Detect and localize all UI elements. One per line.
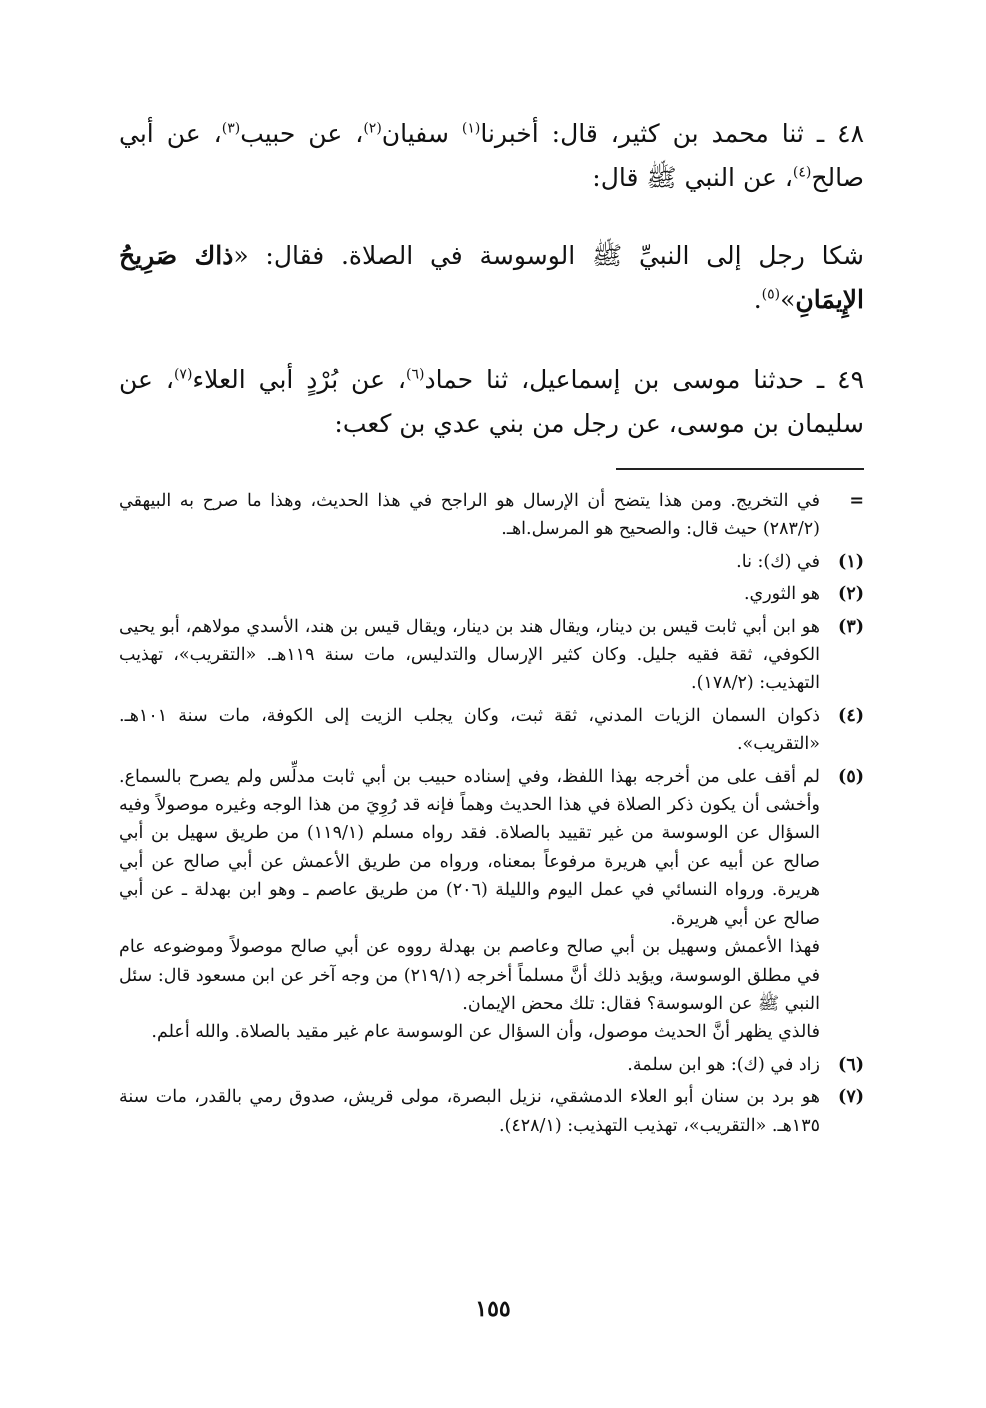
hadith-49-isnad: ٤٩ ـ حدثنا موسى بن إسماعيل، ثنا حماد$^{(٦)}$، عن بُرْدٍ أبي العلاء$^{(٧)}$، عن سليمان بن موسى، عن رجل من بني عدي بن كعب:: [119, 365, 865, 438]
footnote-4: (٤) ذكوان السمان الزيات المدني، ثقة ثبت، وكان يجلب الزيت إلى الكوفة، مات سنة ١٠١هـ. «التقريب».: [119, 705, 864, 755]
footnote-continuation: = في التخريج. ومن هذا يتضح أن الإرسال هو الراجح في هذا الحديث، وهذا ما صرح به البيهقي (٢٨٣/٢) حيث قال: والصحيح هو المرسل.اهـ.: [119, 487, 864, 544]
hadith-quote: ذاك صَرِيحُ الإِيمَانِ: [119, 241, 864, 314]
footnote-separator: [616, 468, 864, 470]
footnote-ref[interactable]: (٧): [173, 366, 193, 383]
footnote-ref[interactable]: (٣): [221, 120, 241, 137]
footnote-5: (٥) لم أقف على من أخرجه بهذا اللفظ، وفي إسناده حبيب بن أبي ثابت مدلِّس ولم يصرح بالسماع. وأخشى أن يكون ذكر الصلاة في هذا الحديث وهماً فإنه قد رُوِيَ من هذا الوجه وغيره موصولاً وفيه السؤال عن الوسوسة من غير تقييد بالصلاة. فقد رواه مسلم (١١٩/١) من طريق سهيل بن أبي صالح عن أبيه عن أبي هريرة مرفوعاً بمعناه، ورواه من طريق الأعمش عن أبي صالح عن أبي هريرة. ورواه النسائي في عمل اليوم والليلة (٢٠٦) من طريق عاصم ـ وهو ابن بهدلة ـ عن أبي صالح عن أبي هريرة.: [119, 766, 864, 929]
footnote-2: (٢) هو الثوري.: [743, 584, 864, 605]
footnote-6: (٦) زاد في (ك): هو ابن سلمة.: [627, 1054, 864, 1075]
footnote-ref[interactable]: (٥): [761, 286, 781, 303]
footnote-1: (١) في (ك): نا.: [736, 551, 864, 572]
footnote-ref[interactable]: (٢): [363, 120, 382, 137]
footnote-7: (٧) هو برد بن سنان أبو العلاء الدمشقي، نزيل البصرة، مولى قريش، صدوق رمي بالقدر، مات سنة ١٣٥هـ. «التقريب»، تهذيب التهذيب: (٤٢٨/١).: [119, 1087, 864, 1136]
page-number: ١٥٥: [475, 1296, 511, 1322]
hadith-48-matn: شكا رجل إلى النبيِّ ﷺ الوسوسة في الصلاة. فقال: «ذاك صَرِيحُ الإِيمَانِ»$^{(٥)}$.: [119, 241, 864, 314]
footnote-ref[interactable]: (١): [461, 120, 481, 137]
main-text: [119, 112, 864, 480]
footnote-5-conclusion: فالذي يظهر أنَّ الحديث موصول، وأن السؤال عن الوسوسة عام غير مقيد بالصلاة. والله أعلم.: [151, 1022, 820, 1043]
hadith-48-isnad: ٤٨ ـ ثنا محمد بن كثير، قال: أخبرنا$^{(١)}$ سفيان$^{(٢)}$، عن حبيب$^{(٣)}$، عن أبي صالح$^{(٤)}$، عن النبي ﷺ قال:: [119, 119, 865, 192]
footnote-ref[interactable]: (٤): [792, 164, 812, 181]
footnote-5-continued: فهذا الأعمش وسهيل بن أبي صالح وعاصم بن بهدلة رووه عن أبي صالح موصولاً وموضوعه عام في مطلق الوسوسة، ويؤيد ذلك أنَّ مسلماً أخرجه (٢١٩/١) من وجه آخر عن ابن مسعود قال: سئل النبي ﷺ عن الوسوسة؟ فقال: تلك محض الإيمان.: [119, 937, 820, 1014]
footnote-3: (٣) هو ابن أبي ثابت قيس بن دينار، ويقال هند بن دينار، ويقال قيس بن هند، الأسدي مولاهم، أبو يحيى الكوفي، ثقة فقيه جليل. وكان كثير الإرسال والتدليس، مات سنة ١١٩هـ. «التقريب»، تهذيب التهذيب: (١٧٨/٢).: [119, 616, 864, 694]
footnote-ref[interactable]: (٦): [406, 366, 425, 383]
footnotes: [119, 487, 864, 1144]
continuation-marker: =: [849, 491, 864, 511]
